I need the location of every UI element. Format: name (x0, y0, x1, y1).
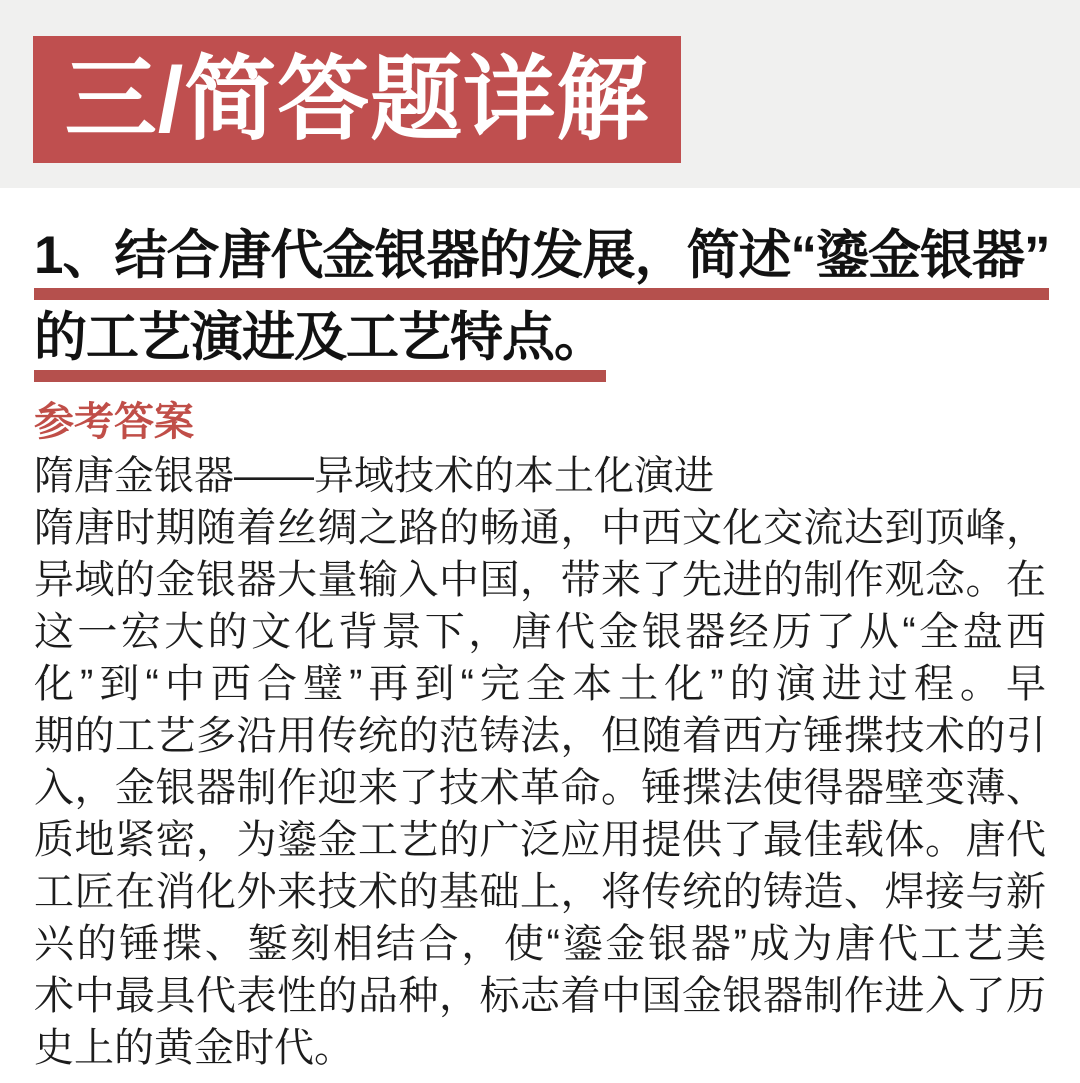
answer-line: 工匠在消化外来技术的基础上，将传统的铸造、焊接与新 (34, 870, 1046, 915)
section-banner (33, 36, 681, 163)
answer-line: 隋唐时期随着丝绸之路的畅通，中西文化交流达到顶峰， (34, 506, 1046, 551)
answer-line: 这一宏大的文化背景下，唐代金银器经历了从“全盘西 (34, 610, 1046, 655)
answer-body (34, 450, 1046, 1074)
answer-line: 隋唐金银器——异域技术的本土化演进 (34, 454, 714, 499)
answer-line: 期的工艺多沿用传统的范铸法，但随着西方锤揲技术的引 (34, 714, 1046, 759)
answer-line: 术中最具代表性的品种，标志着中国金银器制作进入了历 (34, 974, 1046, 1019)
answer-line: 入，金银器制作迎来了技术革命。锤揲法使得器壁变薄、 (34, 766, 1046, 811)
answer-line: 化”到“中西合璧”再到“完全本土化”的演进过程。早 (34, 662, 1046, 707)
answer-line: 异域的金银器大量输入中国，带来了先进的制作观念。在 (34, 558, 1046, 603)
section-title: 三/简答题详解 (64, 48, 650, 151)
header-band (0, 0, 1080, 188)
answer-line: 史上的黄金时代。 (34, 1026, 354, 1071)
question-heading (34, 226, 1050, 382)
answer-line: 质地紧密，为鎏金工艺的广泛应用提供了最佳载体。唐代 (34, 818, 1046, 863)
answer-label: 参考答案 (34, 400, 194, 445)
question-line-1: 1、结合唐代金银器的发展，简述“鎏金银器” (34, 228, 1049, 300)
content-area (0, 228, 1080, 1074)
answer-line: 兴的锤揲、錾刻相结合，使“鎏金银器”成为唐代工艺美 (34, 922, 1046, 967)
question-line-2: 的工艺演进及工艺特点。 (34, 310, 606, 382)
